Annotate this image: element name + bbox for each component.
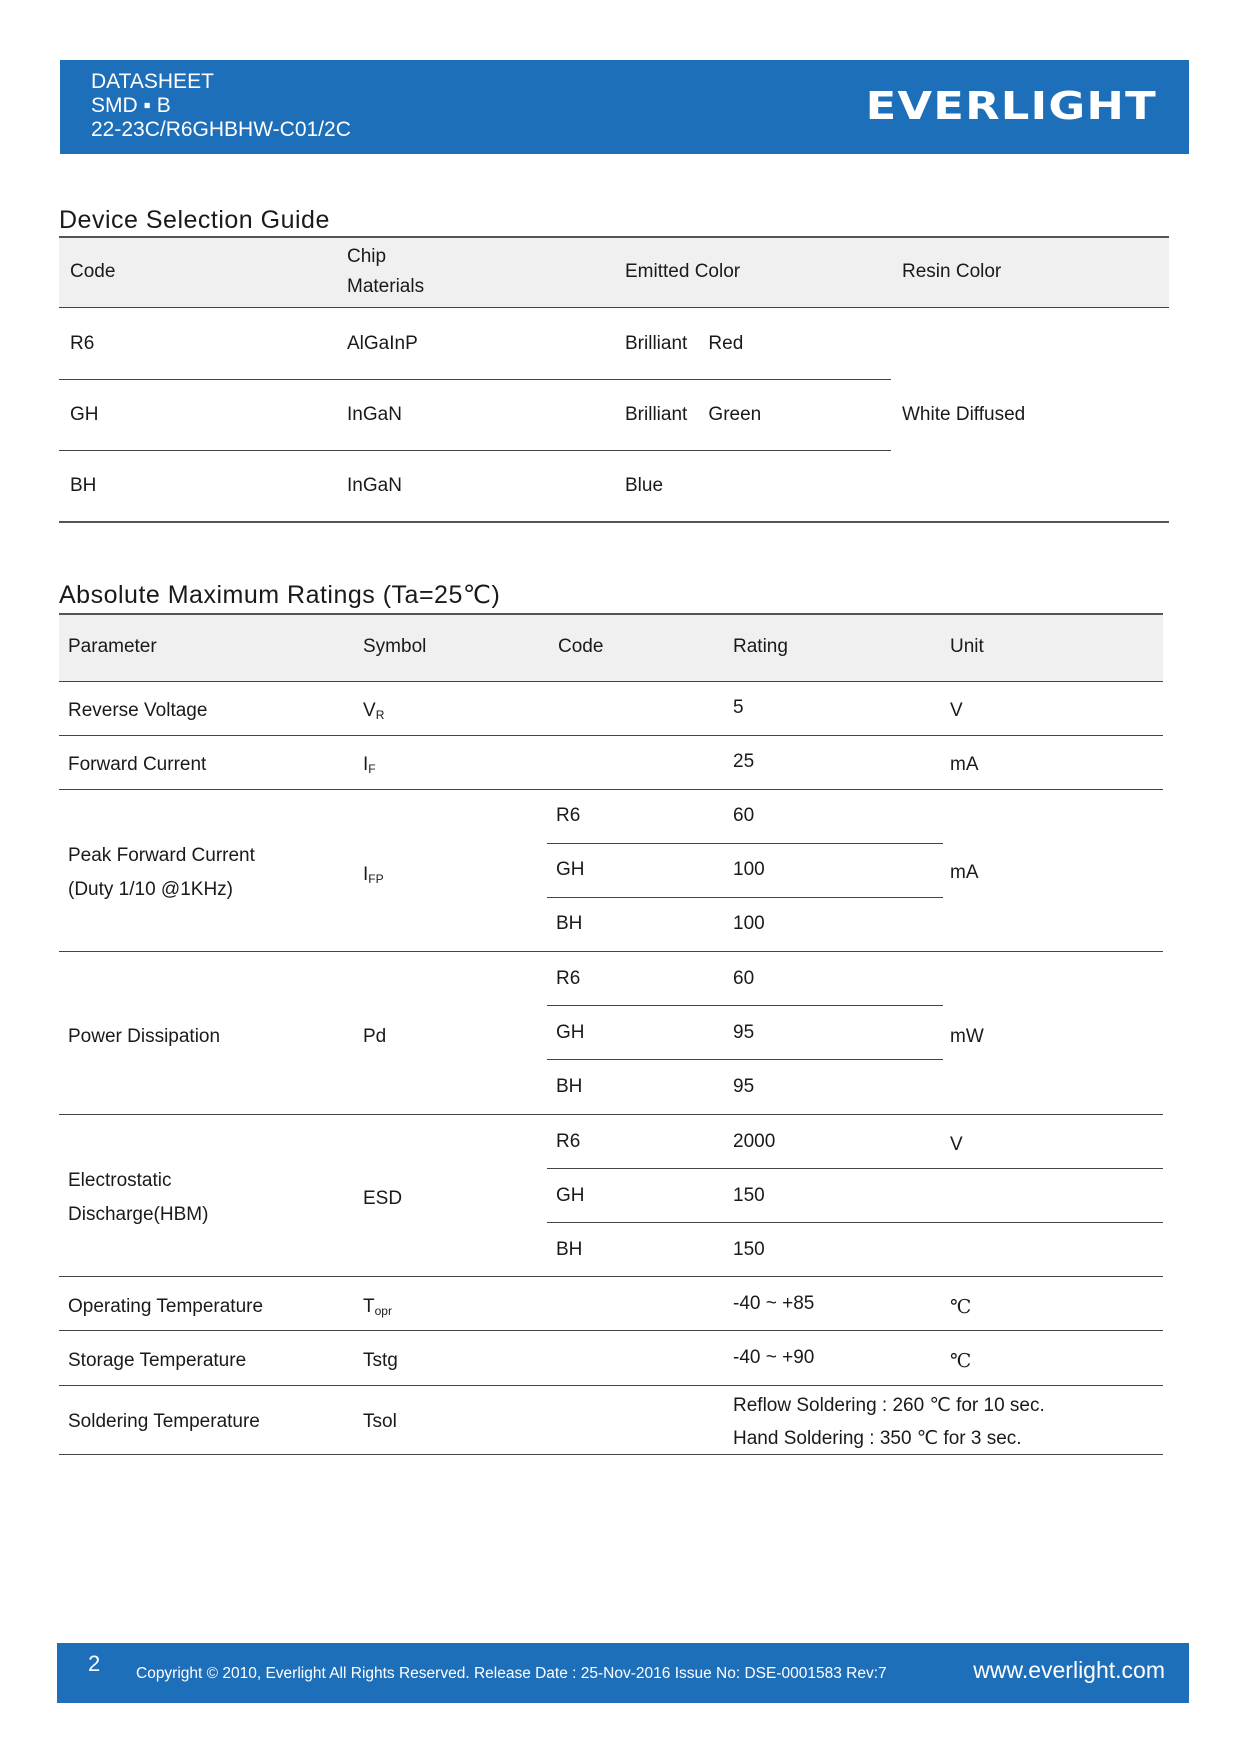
esd-gh-rating: 150	[733, 1185, 765, 1206]
forward-current-symbol: $I_F$	[363, 754, 376, 776]
table-rule	[59, 735, 1163, 736]
esd-r6-rating: 2000	[733, 1131, 776, 1152]
operating-temp-param: Operating Temperature	[68, 1296, 264, 1317]
esd-bh-code: BH	[556, 1239, 583, 1260]
power-dissipation-gh-rating: 95	[733, 1022, 755, 1043]
everlight-logo: EVERLIGHT	[865, 84, 1157, 128]
row-gh-chip: InGaN	[347, 404, 402, 425]
peak-forward-r6-rating: 60	[733, 805, 755, 826]
peak-forward-param-1: Peak Forward Current	[68, 845, 255, 866]
reverse-voltage-rating: 5	[733, 697, 744, 718]
storage-temp-unit: ℃	[950, 1350, 972, 1372]
table-rule	[59, 1454, 1163, 1455]
copyright-notice: Copyright © 2010, Everlight All Rights Reserved. Release Date : 25-Nov-2016 Issue No: DSE-0001583 Rev:7	[136, 1665, 887, 1682]
table-rule	[59, 236, 1169, 238]
page-number: 2	[88, 1651, 101, 1676]
col-chip-header-2: Materials	[347, 276, 425, 297]
esd-symbol: ESD	[363, 1188, 403, 1209]
reverse-voltage-symbol: $V_R$	[363, 700, 385, 722]
table-rule	[59, 681, 1163, 682]
table-rule	[59, 1276, 1163, 1277]
table-rule	[547, 1222, 1163, 1223]
table-rule	[59, 951, 1163, 952]
table-rule	[59, 521, 1169, 523]
esd-unit: V	[950, 1134, 963, 1155]
table-rule	[547, 1005, 943, 1006]
table-rule	[59, 450, 891, 451]
peak-forward-gh-code: GH	[556, 859, 585, 880]
part-number: 22-23C/R6GHBHW-C01/2C	[91, 118, 351, 141]
col-code-header: Code	[70, 261, 116, 282]
power-dissipation-gh-code: GH	[556, 1022, 585, 1043]
table-rule	[59, 1385, 1163, 1386]
col-resin-header: Resin Color	[902, 261, 1002, 282]
page-footer	[57, 1643, 1189, 1703]
esd-r6-code: R6	[556, 1131, 581, 1152]
table-rule	[59, 307, 1169, 308]
row-bh-code: BH	[70, 475, 97, 496]
storage-temp-symbol: Tstg	[363, 1350, 398, 1371]
peak-forward-unit: mA	[950, 862, 979, 883]
website-link[interactable]: www.everlight.com	[973, 1657, 1165, 1683]
row-r6-code: R6	[70, 333, 95, 354]
package-type: SMD ▪ B	[91, 94, 171, 117]
forward-current-unit: mA	[950, 754, 979, 775]
storage-temp-rating: -40 ~ +90	[733, 1347, 815, 1368]
col-symbol-header: Symbol	[363, 636, 427, 657]
row-bh-color: Blue	[625, 475, 664, 496]
resin-color-value: White Diffused	[902, 404, 1026, 425]
hand-soldering-rating: Hand Soldering : 350 ℃ for 3 sec.	[733, 1428, 1022, 1449]
operating-temp-rating: -40 ~ +85	[733, 1293, 815, 1314]
operating-temp-symbol: $T_{opr}$	[363, 1296, 392, 1318]
col-code-header: Code	[558, 636, 604, 657]
power-dissipation-param: Power Dissipation	[68, 1026, 221, 1047]
storage-temp-param: Storage Temperature	[68, 1350, 247, 1371]
page-header	[60, 60, 1189, 154]
soldering-temp-symbol: Tsol	[363, 1411, 397, 1432]
row-bh-chip: InGaN	[347, 475, 402, 496]
peak-forward-param-2: (Duty 1/10 @1KHz)	[68, 879, 234, 900]
power-dissipation-r6-code: R6	[556, 968, 581, 989]
row-gh-code: GH	[70, 404, 99, 425]
row-r6-chip: AlGaInP	[347, 333, 418, 354]
col-rating-header: Rating	[733, 636, 788, 657]
table-rule	[547, 1059, 943, 1060]
forward-current-rating: 25	[733, 751, 755, 772]
col-color-header: Emitted Color	[625, 261, 741, 282]
power-dissipation-unit: mW	[950, 1026, 984, 1047]
power-dissipation-bh-code: BH	[556, 1076, 583, 1097]
row-gh-color: Brilliant Green	[625, 404, 762, 425]
peak-forward-bh-code: BH	[556, 913, 583, 934]
power-dissipation-symbol: Pd	[363, 1026, 387, 1047]
peak-forward-bh-rating: 100	[733, 913, 765, 934]
reflow-soldering-rating: Reflow Soldering : 260 ℃ for 10 sec.	[733, 1395, 1045, 1416]
table-rule	[59, 379, 891, 380]
esd-gh-code: GH	[556, 1185, 585, 1206]
reverse-voltage-param: Reverse Voltage	[68, 700, 208, 721]
col-chip-header-1: Chip	[347, 246, 387, 267]
doc-type: DATASHEET	[91, 70, 214, 93]
table-rule	[59, 613, 1163, 615]
esd-bh-rating: 150	[733, 1239, 765, 1260]
ratings-title: Absolute Maximum Ratings (Ta=25℃)	[59, 581, 501, 609]
col-unit-header: Unit	[950, 636, 984, 657]
forward-current-param: Forward Current	[68, 754, 207, 775]
reverse-voltage-unit: V	[950, 700, 963, 721]
table-rule	[59, 789, 1163, 790]
col-parameter-header: Parameter	[68, 636, 157, 657]
selection-guide-title: Device Selection Guide	[59, 206, 330, 234]
esd-param-1: Electrostatic	[68, 1170, 172, 1191]
power-dissipation-r6-rating: 60	[733, 968, 755, 989]
peak-forward-gh-rating: 100	[733, 859, 765, 880]
table-rule	[547, 1168, 1163, 1169]
operating-temp-unit: ℃	[950, 1296, 972, 1318]
table-rule	[59, 1330, 1163, 1331]
table-header-bg	[59, 237, 1169, 307]
power-dissipation-bh-rating: 95	[733, 1076, 755, 1097]
peak-forward-symbol: $I_{FP}$	[363, 864, 384, 886]
table-header-bg	[59, 614, 1163, 681]
table-rule	[59, 1114, 1163, 1115]
table-rule	[547, 897, 943, 898]
row-r6-color: Brilliant Red	[625, 333, 744, 354]
peak-forward-r6-code: R6	[556, 805, 581, 826]
esd-param-2: Discharge(HBM)	[68, 1204, 209, 1225]
soldering-temp-param: Soldering Temperature	[68, 1411, 260, 1432]
table-rule	[547, 843, 943, 844]
